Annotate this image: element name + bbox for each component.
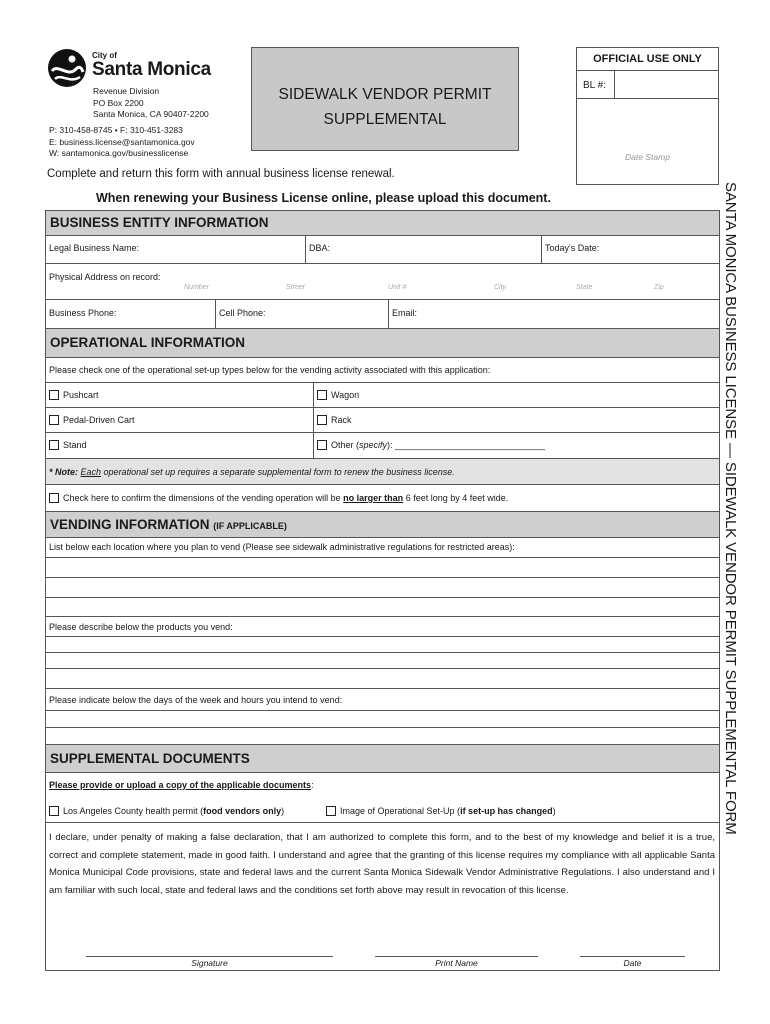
upload-instruction: When renewing your Business License online, please upload this document. xyxy=(96,191,551,205)
pedal-cart-label: Pedal-Driven Cart xyxy=(63,415,135,425)
city-state-zip: Santa Monica, CA 90407-2200 xyxy=(93,109,209,119)
addr-sub-unit: Unit # xyxy=(388,284,407,291)
addr-sub-zip: Zip xyxy=(654,284,664,291)
confirm-pre: Check here to confirm the dimensions of the vending operation will be xyxy=(63,493,341,503)
wagon-label: Wagon xyxy=(331,390,360,400)
addr-sub-city: City xyxy=(494,284,507,291)
business-name-row xyxy=(46,236,719,264)
physical-address-label: Physical Address on record: xyxy=(49,272,161,282)
dimension-confirm-checkbox[interactable] xyxy=(49,493,59,503)
setup-row-3 xyxy=(46,433,719,459)
doc1-bold: food vendors only xyxy=(203,806,282,816)
print-name-label: Print Name xyxy=(435,958,478,968)
products-line-1[interactable] xyxy=(46,637,719,653)
note-rest: operational set up requires a separate supplemental form to renew the business license. xyxy=(103,467,455,477)
health-permit-checkbox[interactable] xyxy=(49,806,59,816)
business-entity-heading: BUSINESS ENTITY INFORMATION xyxy=(46,211,719,236)
operational-heading: OPERATIONAL INFORMATION xyxy=(46,329,719,358)
note-text xyxy=(46,459,455,484)
po-box: PO Box 2200 xyxy=(93,97,144,108)
dimension-confirm-row xyxy=(46,485,719,512)
days-hours-instruction: Please indicate below the days of the week and hours you intend to vend: xyxy=(49,695,343,705)
supplemental-instruction xyxy=(46,773,314,797)
location-line-3[interactable] xyxy=(46,598,719,617)
date-line[interactable] xyxy=(580,956,685,968)
documents-row xyxy=(46,797,719,823)
note-row xyxy=(46,459,719,485)
wagon-checkbox[interactable] xyxy=(317,390,327,400)
operational-instruction-row xyxy=(46,358,719,383)
setup-image-checkbox[interactable] xyxy=(326,806,336,816)
supplemental-instruction-text: Please provide or upload a copy of the applicable documents xyxy=(49,780,312,790)
contact-info xyxy=(49,125,195,160)
cell-phone-field[interactable] xyxy=(215,300,388,328)
legal-business-name-label: Legal Business Name: xyxy=(49,243,140,253)
form-title-line1: SIDEWALK VENDOR PERMIT xyxy=(278,86,492,103)
pushcart-checkbox[interactable] xyxy=(49,390,59,400)
intro-text: Complete and return this form with annual business license renewal. xyxy=(47,168,395,180)
business-phone-field[interactable] xyxy=(46,300,215,328)
setup-image-option[interactable] xyxy=(323,797,719,822)
physical-address-field[interactable] xyxy=(46,264,719,300)
doc2-close: ) xyxy=(552,806,556,816)
pedal-cart-option[interactable] xyxy=(46,408,313,432)
vending-heading: VENDING INFORMATION xyxy=(50,517,210,532)
doc2-bold: if set-up has changed xyxy=(460,806,553,816)
dba-label: DBA: xyxy=(309,243,331,253)
health-permit-option[interactable] xyxy=(46,797,326,822)
phone-row xyxy=(46,300,719,329)
city-of-text: City of xyxy=(92,51,117,60)
cell-phone-label: Cell Phone: xyxy=(219,308,266,318)
form-title-line2: SUPPLEMENTAL xyxy=(323,111,447,128)
todays-date-label: Today's Date: xyxy=(545,243,600,253)
addr-sub-state: State xyxy=(576,284,593,291)
other-close: ): xyxy=(387,440,393,450)
stand-option[interactable] xyxy=(46,433,313,458)
form-title-box xyxy=(251,47,519,151)
location-line-1[interactable] xyxy=(46,558,719,578)
days-hours-line-2[interactable] xyxy=(46,728,719,745)
date-stamp-label: Date Stamp xyxy=(625,152,670,162)
other-specify-blank[interactable]: ______________________________ xyxy=(395,440,546,450)
stand-label: Stand xyxy=(63,440,87,450)
note-each: Each xyxy=(80,467,102,477)
products-instruction-row xyxy=(46,617,719,637)
city-logo xyxy=(46,48,216,88)
location-line-2[interactable] xyxy=(46,578,719,598)
doc1: Los Angeles County health permit ( xyxy=(63,806,204,816)
permit-form xyxy=(45,210,720,971)
date-label: Date xyxy=(623,958,642,968)
contact-website: W: santamonica.gov/businesslicense xyxy=(49,148,189,158)
doc2: Image of Operational Set-Up ( xyxy=(340,806,461,816)
official-use-heading: OFFICIAL USE ONLY xyxy=(577,48,718,71)
email-label: Email: xyxy=(392,308,418,318)
products-instruction: Please describe below the products you vend: xyxy=(49,622,233,632)
print-name-line[interactable] xyxy=(375,956,538,968)
setup-row-2 xyxy=(46,408,719,433)
other-checkbox[interactable] xyxy=(317,440,327,450)
supplemental-heading: SUPPLEMENTAL DOCUMENTS xyxy=(46,745,719,773)
other-label: Other ( xyxy=(331,440,360,450)
stand-checkbox[interactable] xyxy=(49,440,59,450)
other-option[interactable] xyxy=(313,433,719,458)
dba-field[interactable] xyxy=(305,236,541,263)
signature-label: Signature xyxy=(191,958,228,968)
phone-fax: P: 310-458-8745 • F: 310-451-3283 xyxy=(49,125,183,135)
other-specify: specify xyxy=(359,440,388,450)
bl-number-field[interactable] xyxy=(615,71,718,98)
wagon-option[interactable] xyxy=(313,383,719,407)
days-hours-instruction-row xyxy=(46,689,719,711)
pedal-cart-checkbox[interactable] xyxy=(49,415,59,425)
rack-option[interactable] xyxy=(313,408,719,432)
declaration-text: I declare, under penalty of making a false declaration, that I am authorized to complete this form, and to the best of my knowledge and belief it is a true, correct and complete statement, made in good faith. I understand and agree that the granting of this license requires my compliance with all applicable Santa Monica Municipal Code provisions, state and federal laws and the current Santa Monica Sidewalk Vendor Administrative Regulations. I also understand and I am familiar with such local, state and federal laws and the conditions set forth above may result in revocation of this license. xyxy=(49,832,715,896)
products-line-2[interactable] xyxy=(46,653,719,669)
addr-sub-street: Street xyxy=(286,284,305,291)
rack-label: Rack xyxy=(331,415,352,425)
signature-line[interactable] xyxy=(86,956,333,968)
official-use-box xyxy=(576,47,719,185)
rack-checkbox[interactable] xyxy=(317,415,327,425)
todays-date-field[interactable] xyxy=(541,236,719,263)
pushcart-label: Pushcart xyxy=(63,390,99,400)
contact-email: E: business.license@santamonica.gov xyxy=(49,136,195,147)
products-line-3[interactable] xyxy=(46,669,719,689)
confirm-post: 6 feet long by 4 feet wide. xyxy=(405,493,509,503)
supplemental-instruction-row xyxy=(46,773,719,797)
note-label: * Note: xyxy=(49,467,78,477)
legal-business-name-field[interactable] xyxy=(46,236,305,263)
bl-number-label: BL #: xyxy=(577,71,615,98)
mailing-address xyxy=(93,86,209,121)
addr-sub-number: Number xyxy=(184,284,209,291)
locations-instruction: List below each location where you plan to vend (Please see sidewalk administrative regulations for restricted areas): xyxy=(49,542,515,552)
business-phone-label: Business Phone: xyxy=(49,308,117,318)
city-name: Santa Monica xyxy=(92,59,211,80)
days-hours-line-1[interactable] xyxy=(46,711,719,728)
email-field[interactable] xyxy=(388,300,719,328)
bl-number-row xyxy=(577,71,718,99)
side-title: SANTA MONICA BUSINESS LICENSE — SIDEWALK VENDOR PERMIT SUPPLEMENTAL FORM xyxy=(722,182,739,835)
confirm-bold: no larger than xyxy=(343,493,404,503)
dimension-confirm-option[interactable] xyxy=(46,485,508,511)
supplemental-instruction-colon: : xyxy=(311,780,314,790)
doc1-close: ) xyxy=(281,806,285,816)
division: Revenue Division xyxy=(93,86,160,96)
pushcart-option[interactable] xyxy=(46,383,313,407)
setup-row-1 xyxy=(46,383,719,408)
vending-heading-small: (IF APPLICABLE) xyxy=(213,521,287,531)
locations-instruction-row xyxy=(46,538,719,558)
santa-monica-logo-icon xyxy=(46,48,88,88)
operational-instruction: Please check one of the operational set-up types below for the vending activity associated with this application: xyxy=(49,365,491,375)
vending-heading-row xyxy=(46,512,719,538)
